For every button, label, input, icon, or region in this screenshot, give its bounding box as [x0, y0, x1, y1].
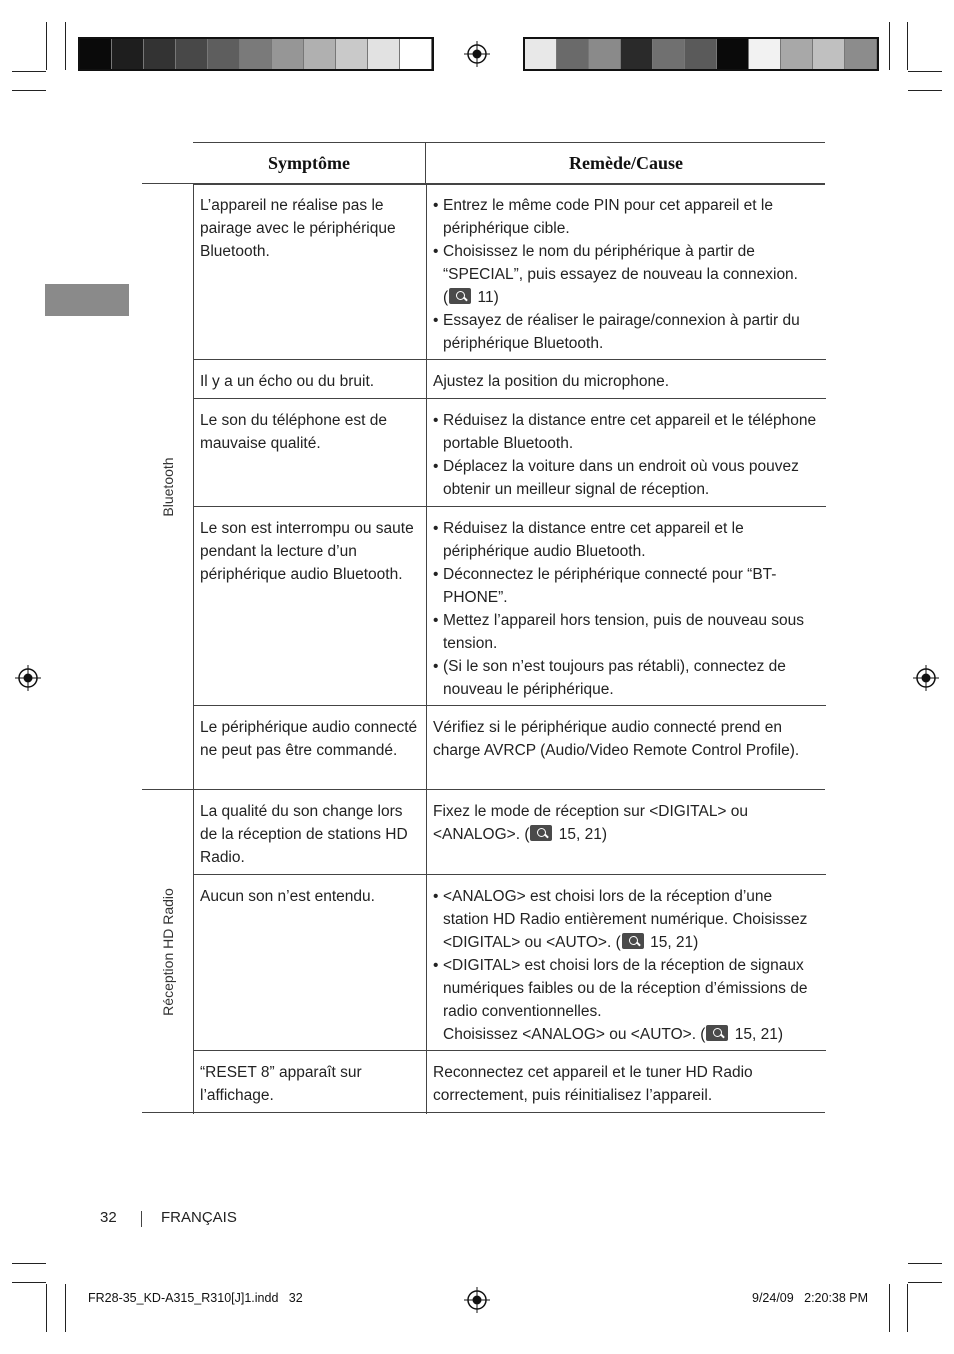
table-row [193, 874, 826, 1051]
symptom-cell: La qualité du son change lors de la réception de stations HD Radio. [200, 803, 408, 866]
color-swatch [621, 39, 653, 69]
remedy-line: Choisissez <ANALOG> ou <AUTO>. ( 15, 21) [443, 1026, 784, 1043]
crop-mark [908, 1263, 942, 1264]
magnifier-icon [706, 1025, 728, 1041]
remedy-cell [426, 399, 826, 507]
symptom-cell: Aucun son n’est entendu. [200, 888, 375, 905]
crop-mark [908, 90, 942, 91]
remedy-bullet: • (Si le son n’est toujours pas rétabli), connectez de nouveau le périphérique. [433, 655, 818, 701]
group-label: Bluetooth [159, 457, 176, 517]
remedy-bullet: • Entrez le même code PIN pour cet appareil et le périphérique cible. [433, 194, 818, 240]
table-row [193, 705, 826, 791]
crop-mark [12, 90, 46, 91]
remedy-bullet: • <ANALOG> est choisi lors de la réception d’une station HD Radio entièrement numérique. Choisissez <DIGITAL> ou <AUTO>. ( 15, 21) [433, 885, 818, 954]
color-swatch [685, 39, 717, 69]
table-row [193, 184, 826, 359]
color-swatch [400, 39, 432, 69]
remedy-bullet: • Déplacez la voiture dans un endroit où vous pouvez obtenir un meilleur signal de réception. [433, 455, 818, 501]
color-swatch [240, 39, 272, 69]
crop-mark [65, 22, 66, 70]
remedy-cell: Vérifiez si le périphérique audio connecté prend en charge AVRCP (Audio/Video Remote Control Profile). [426, 706, 826, 791]
registration-mark-icon [464, 41, 490, 67]
remedy-cell: Ajustez la position du microphone. [426, 360, 826, 399]
magnifier-icon [449, 288, 471, 304]
table-header [193, 142, 825, 185]
magnifier-icon [622, 933, 644, 949]
registration-mark-icon [913, 665, 939, 691]
color-swatch [112, 39, 144, 69]
group-bluetooth [142, 183, 825, 790]
group-label: Réception HD Radio [159, 887, 176, 1016]
crop-mark [908, 71, 942, 72]
table-row [193, 506, 826, 706]
remedy-cell [426, 875, 826, 1051]
remedy-cell: Reconnectez cet appareil et le tuner HD Radio correctement, puis réinitialisez l’appareil. [426, 1051, 826, 1114]
color-swatch [525, 39, 557, 69]
remedy-bullet: • Réduisez la distance entre cet appareil et le périphérique audio Bluetooth. [433, 517, 818, 563]
remedy-bullet: • Essayez de réaliser le pairage/connexion à partir du périphérique Bluetooth. [433, 309, 818, 355]
color-swatch [749, 39, 781, 69]
symptom-cell: L’appareil ne réalise pas le pairage avec le périphérique Bluetooth. [200, 197, 396, 260]
color-swatch [144, 39, 176, 69]
symptom-cell: Il y a un écho ou du bruit. [200, 373, 375, 390]
group-hd-radio [142, 789, 825, 1113]
color-bar-left [78, 37, 434, 71]
color-swatch [208, 39, 240, 69]
crop-mark [12, 1282, 46, 1283]
remedy-bullet: • Déconnectez le périphérique connecté pour “BT-PHONE”. [433, 563, 818, 609]
page-number: 32 [100, 1209, 117, 1226]
color-swatch [557, 39, 589, 69]
slug-filename: FR28-35_KD-A315_R310[J]1.indd 32 [88, 1291, 303, 1305]
table-row [193, 398, 826, 507]
crop-mark [12, 71, 46, 72]
table-row [193, 790, 826, 874]
slug-datetime: 9/24/09 2:20:38 PM [752, 1291, 869, 1305]
crop-mark [65, 1284, 66, 1332]
color-swatch [304, 39, 336, 69]
symptom-cell: Le son est interrompu ou saute pendant la lecture d’un périphérique audio Bluetooth. [200, 520, 414, 583]
footer-language: FRANÇAIS [161, 1209, 237, 1226]
crop-mark [908, 1282, 942, 1283]
remedy-cell [426, 507, 826, 706]
remedy-bullet: • Réduisez la distance entre cet appareil et le téléphone portable Bluetooth. [433, 409, 818, 455]
symptom-cell: “RESET 8” apparaît sur l’affichage. [200, 1064, 362, 1104]
color-swatch [813, 39, 845, 69]
footer-divider [141, 1211, 142, 1227]
crop-mark [889, 1284, 890, 1332]
crop-mark [12, 1263, 46, 1264]
remedy-cell [426, 184, 826, 359]
remedy-reference: ( 11) [443, 289, 499, 306]
header-remedy: Remède/Cause [425, 143, 826, 184]
table-row [193, 1050, 826, 1114]
header-symptom: Symptôme [268, 153, 350, 173]
color-swatch [336, 39, 368, 69]
color-swatch [717, 39, 749, 69]
crop-mark [46, 1284, 47, 1332]
symptom-cell: Le son du téléphone est de mauvaise qualité. [200, 412, 388, 452]
color-swatch [176, 39, 208, 69]
chapter-tab [45, 284, 129, 316]
color-swatch [653, 39, 685, 69]
remedy-cell: Fixez le mode de réception sur <DIGITAL> ou <ANALOG>. ( 15, 21) [426, 790, 826, 874]
remedy-bullet: • Mettez l’appareil hors tension, puis de nouveau sous tension. [433, 609, 818, 655]
registration-mark-icon [464, 1287, 490, 1313]
remedy-bullet: • Choisissez le nom du périphérique à partir de “SPECIAL”, puis essayez de nouveau la connexion. [433, 240, 818, 286]
color-swatch [589, 39, 621, 69]
table-bottom-rule [142, 1112, 825, 1113]
color-swatch [781, 39, 813, 69]
color-swatch [845, 39, 877, 69]
crop-mark [907, 1284, 908, 1332]
color-swatch [80, 39, 112, 69]
magnifier-icon [530, 825, 552, 841]
color-bar-right [523, 37, 879, 71]
crop-mark [907, 22, 908, 70]
symptom-cell: Le périphérique audio connecté ne peut pas être commandé. [200, 719, 418, 759]
remedy-bullet: • <DIGITAL> est choisi lors de la réception de signaux numériques faibles ou de la réception d’émissions de radio conventionnelles. [433, 954, 818, 1023]
color-swatch [272, 39, 304, 69]
table-row [193, 359, 826, 399]
color-swatch [368, 39, 400, 69]
crop-mark [889, 22, 890, 70]
crop-mark [46, 22, 47, 70]
registration-mark-icon [15, 665, 41, 691]
